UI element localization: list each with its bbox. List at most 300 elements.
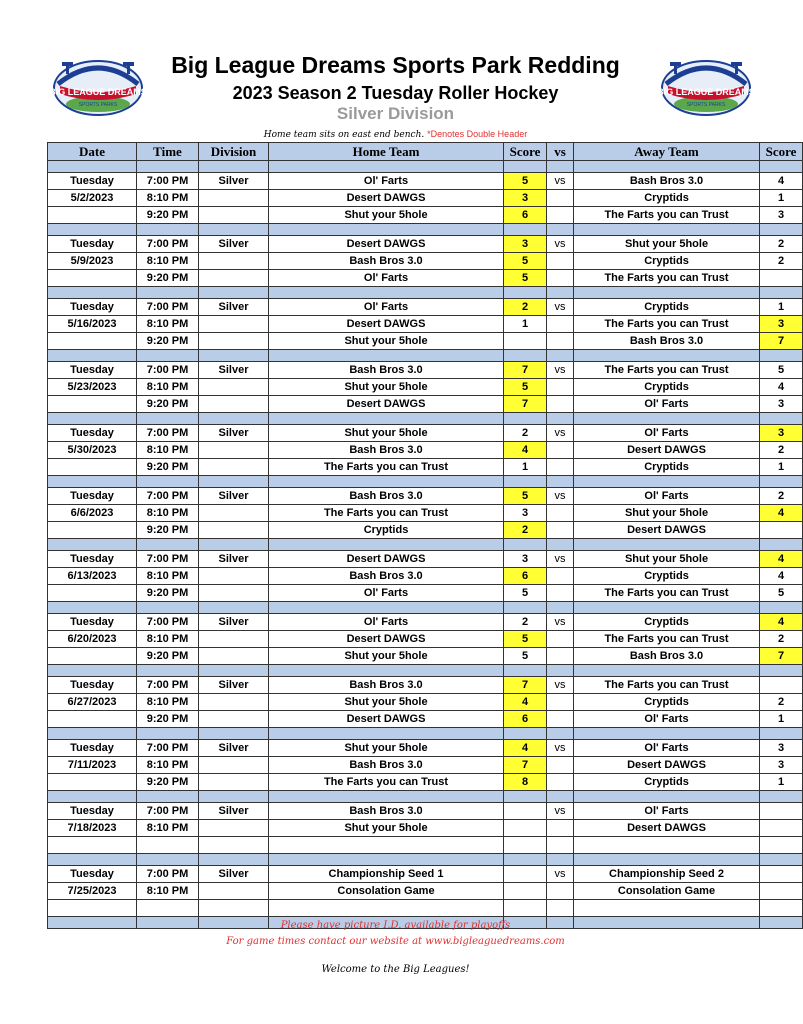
cell-vs: vs: [547, 551, 574, 568]
cell-date: Tuesday: [48, 740, 137, 757]
cell-home-team: Ol' Farts: [269, 614, 504, 631]
cell-away-team: Desert DAWGS: [574, 820, 760, 837]
cell-away-team: Cryptids: [574, 299, 760, 316]
cell-home-team: Bash Bros 3.0: [269, 568, 504, 585]
cell-division: [199, 505, 269, 522]
cell-away-team: [574, 837, 760, 854]
table-row: [48, 207, 803, 224]
separator-cell: [547, 224, 574, 236]
cell-away-score: 3: [760, 207, 803, 224]
cell-date: Tuesday: [48, 551, 137, 568]
cell-time: 9:20 PM: [137, 585, 199, 602]
cell-away-score: 2: [760, 253, 803, 270]
cell-home-team: Bash Bros 3.0: [269, 442, 504, 459]
table-row: [48, 316, 803, 333]
cell-date: 7/18/2023: [48, 820, 137, 837]
cell-time: 7:00 PM: [137, 299, 199, 316]
cell-home-score: 5: [504, 173, 547, 190]
cell-date: 5/2/2023: [48, 190, 137, 207]
cell-home-team: Bash Bros 3.0: [269, 803, 504, 820]
separator-cell: [199, 728, 269, 740]
cell-home-team: [269, 900, 504, 917]
separator-cell: [574, 665, 760, 677]
cell-home-team: Ol' Farts: [269, 585, 504, 602]
cell-division: [199, 648, 269, 665]
schedule-note: [0, 129, 791, 140]
cell-time: 8:10 PM: [137, 505, 199, 522]
cell-vs: [547, 774, 574, 791]
separator-cell: [199, 161, 269, 173]
separator-cell: [48, 539, 137, 551]
cell-time: 8:10 PM: [137, 190, 199, 207]
separator-cell: [504, 539, 547, 551]
cell-division: Silver: [199, 362, 269, 379]
table-row: [48, 379, 803, 396]
separator-cell: [574, 161, 760, 173]
cell-division: [199, 883, 269, 900]
cell-vs: vs: [547, 236, 574, 253]
cell-vs: [547, 396, 574, 413]
cell-date: 5/16/2023: [48, 316, 137, 333]
week-separator: [48, 413, 803, 425]
table-row: [48, 270, 803, 287]
cell-home-score: 4: [504, 694, 547, 711]
cell-division: [199, 900, 269, 917]
cell-vs: vs: [547, 614, 574, 631]
table-row: [48, 459, 803, 476]
cell-home-score: 3: [504, 551, 547, 568]
cell-home-team: The Farts you can Trust: [269, 459, 504, 476]
separator-cell: [269, 413, 504, 425]
separator-cell: [48, 287, 137, 299]
table-row: [48, 333, 803, 350]
cell-away-team: Ol' Farts: [574, 488, 760, 505]
separator-cell: [547, 287, 574, 299]
separator-cell: [504, 161, 547, 173]
separator-cell: [137, 476, 199, 488]
separator-cell: [547, 665, 574, 677]
cell-home-team: The Farts you can Trust: [269, 774, 504, 791]
cell-time: 8:10 PM: [137, 379, 199, 396]
cell-home-team: The Farts you can Trust: [269, 505, 504, 522]
cell-away-team: Consolation Game: [574, 883, 760, 900]
separator-cell: [199, 413, 269, 425]
separator-cell: [269, 791, 504, 803]
cell-home-team: Shut your 5hole: [269, 740, 504, 757]
cell-date: 5/9/2023: [48, 253, 137, 270]
cell-home-score: [504, 900, 547, 917]
table-row: [48, 900, 803, 917]
cell-date: [48, 207, 137, 224]
cell-date: 7/25/2023: [48, 883, 137, 900]
cell-division: [199, 568, 269, 585]
cell-division: Silver: [199, 236, 269, 253]
cell-away-score: [760, 677, 803, 694]
separator-cell: [48, 413, 137, 425]
separator-cell: [137, 287, 199, 299]
cell-home-team: Shut your 5hole: [269, 379, 504, 396]
cell-division: [199, 631, 269, 648]
cell-vs: [547, 459, 574, 476]
cell-date: [48, 837, 137, 854]
table-row: [48, 299, 803, 316]
table-row: [48, 866, 803, 883]
cell-division: [199, 190, 269, 207]
schedule-body: [48, 161, 803, 929]
separator-cell: [48, 602, 137, 614]
separator-cell: [547, 854, 574, 866]
table-row: [48, 757, 803, 774]
separator-cell: [269, 224, 504, 236]
cell-division: [199, 270, 269, 287]
cell-time: 8:10 PM: [137, 316, 199, 333]
separator-cell: [760, 665, 803, 677]
cell-home-team: Desert DAWGS: [269, 631, 504, 648]
separator-cell: [269, 665, 504, 677]
cell-vs: [547, 190, 574, 207]
cell-date: [48, 270, 137, 287]
cell-away-score: 1: [760, 299, 803, 316]
separator-cell: [504, 791, 547, 803]
cell-away-team: Ol' Farts: [574, 396, 760, 413]
cell-division: Silver: [199, 614, 269, 631]
cell-home-score: 5: [504, 488, 547, 505]
cell-division: [199, 442, 269, 459]
cell-away-score: 2: [760, 236, 803, 253]
cell-home-team: Shut your 5hole: [269, 820, 504, 837]
table-row: [48, 614, 803, 631]
cell-division: [199, 459, 269, 476]
cell-vs: vs: [547, 173, 574, 190]
cell-away-score: [760, 837, 803, 854]
cell-vs: vs: [547, 677, 574, 694]
separator-cell: [574, 476, 760, 488]
cell-date: 5/30/2023: [48, 442, 137, 459]
cell-division: Silver: [199, 866, 269, 883]
separator-cell: [269, 161, 504, 173]
separator-cell: [574, 224, 760, 236]
separator-cell: [48, 224, 137, 236]
cell-home-score: 7: [504, 677, 547, 694]
week-separator: [48, 161, 803, 173]
separator-cell: [504, 854, 547, 866]
cell-home-score: 4: [504, 442, 547, 459]
cell-home-score: 2: [504, 425, 547, 442]
cell-away-score: 1: [760, 774, 803, 791]
separator-cell: [547, 791, 574, 803]
cell-home-score: 5: [504, 379, 547, 396]
cell-vs: [547, 631, 574, 648]
cell-away-team: Ol' Farts: [574, 740, 760, 757]
cell-away-score: 4: [760, 505, 803, 522]
separator-cell: [137, 350, 199, 362]
cell-date: Tuesday: [48, 866, 137, 883]
cell-time: 7:00 PM: [137, 425, 199, 442]
cell-time: 8:10 PM: [137, 442, 199, 459]
cell-time: 7:00 PM: [137, 488, 199, 505]
cell-away-score: 1: [760, 711, 803, 728]
cell-time: 7:00 PM: [137, 362, 199, 379]
cell-away-score: 7: [760, 333, 803, 350]
cell-away-team: Cryptids: [574, 614, 760, 631]
svg-text:BIG LEAGUE DREAMS: BIG LEAGUE DREAMS: [49, 87, 147, 97]
cell-vs: vs: [547, 299, 574, 316]
table-row: [48, 774, 803, 791]
cell-away-team: Desert DAWGS: [574, 757, 760, 774]
separator-cell: [760, 161, 803, 173]
cell-home-team: Shut your 5hole: [269, 648, 504, 665]
cell-vs: [547, 757, 574, 774]
cell-division: [199, 379, 269, 396]
cell-away-team: Shut your 5hole: [574, 551, 760, 568]
cell-away-team: Bash Bros 3.0: [574, 173, 760, 190]
cell-date: 6/13/2023: [48, 568, 137, 585]
separator-cell: [269, 602, 504, 614]
cell-home-score: 7: [504, 757, 547, 774]
cell-date: Tuesday: [48, 362, 137, 379]
cell-date: [48, 900, 137, 917]
cell-time: 7:00 PM: [137, 677, 199, 694]
cell-home-score: [504, 803, 547, 820]
separator-cell: [504, 602, 547, 614]
separator-cell: [199, 665, 269, 677]
cell-time: 9:20 PM: [137, 396, 199, 413]
cell-date: Tuesday: [48, 488, 137, 505]
cell-home-score: [504, 883, 547, 900]
cell-date: 6/6/2023: [48, 505, 137, 522]
table-row: [48, 883, 803, 900]
cell-home-team: Bash Bros 3.0: [269, 362, 504, 379]
cell-division: [199, 757, 269, 774]
cell-date: Tuesday: [48, 425, 137, 442]
separator-cell: [760, 224, 803, 236]
table-row: [48, 711, 803, 728]
cell-division: Silver: [199, 488, 269, 505]
cell-time: 9:20 PM: [137, 459, 199, 476]
cell-away-team: Ol' Farts: [574, 425, 760, 442]
cell-home-team: Bash Bros 3.0: [269, 757, 504, 774]
cell-home-score: 2: [504, 614, 547, 631]
cell-away-score: 2: [760, 631, 803, 648]
cell-away-score: 4: [760, 379, 803, 396]
separator-cell: [574, 728, 760, 740]
table-row: [48, 505, 803, 522]
cell-home-score: 5: [504, 253, 547, 270]
cell-division: Silver: [199, 677, 269, 694]
separator-cell: [137, 539, 199, 551]
cell-home-team: Shut your 5hole: [269, 694, 504, 711]
cell-away-score: [760, 270, 803, 287]
cell-away-score: [760, 820, 803, 837]
cell-home-score: 3: [504, 505, 547, 522]
cell-date: 6/27/2023: [48, 694, 137, 711]
table-row: [48, 837, 803, 854]
separator-cell: [547, 350, 574, 362]
cell-date: [48, 648, 137, 665]
col-division-header: Division: [199, 143, 269, 161]
week-separator: [48, 602, 803, 614]
cell-away-team: The Farts you can Trust: [574, 270, 760, 287]
cell-date: [48, 711, 137, 728]
separator-cell: [547, 539, 574, 551]
table-row: [48, 551, 803, 568]
separator-cell: [199, 224, 269, 236]
separator-cell: [760, 350, 803, 362]
division-heading: Silver Division: [336, 104, 455, 123]
cell-vs: vs: [547, 362, 574, 379]
cell-home-score: 5: [504, 648, 547, 665]
cell-away-score: 3: [760, 740, 803, 757]
cell-away-team: Shut your 5hole: [574, 505, 760, 522]
cell-division: [199, 820, 269, 837]
cell-date: [48, 774, 137, 791]
cell-vs: vs: [547, 488, 574, 505]
cell-vs: [547, 711, 574, 728]
separator-cell: [269, 854, 504, 866]
week-separator: [48, 287, 803, 299]
cell-away-team: Desert DAWGS: [574, 522, 760, 539]
cell-away-team: Cryptids: [574, 379, 760, 396]
separator-cell: [574, 413, 760, 425]
cell-date: [48, 333, 137, 350]
cell-home-team: Ol' Farts: [269, 270, 504, 287]
separator-cell: [199, 791, 269, 803]
cell-time: 8:10 PM: [137, 694, 199, 711]
cell-time: 9:20 PM: [137, 333, 199, 350]
cell-division: [199, 711, 269, 728]
cell-home-score: 5: [504, 270, 547, 287]
cell-away-team: Shut your 5hole: [574, 236, 760, 253]
cell-home-score: 8: [504, 774, 547, 791]
cell-vs: vs: [547, 803, 574, 820]
table-row: [48, 190, 803, 207]
cell-vs: [547, 270, 574, 287]
cell-date: Tuesday: [48, 677, 137, 694]
cell-away-score: 5: [760, 362, 803, 379]
cell-home-team: Shut your 5hole: [269, 425, 504, 442]
week-separator: [48, 476, 803, 488]
cell-home-score: 6: [504, 568, 547, 585]
cell-home-score: [504, 333, 547, 350]
cell-away-score: [760, 866, 803, 883]
cell-time: 7:00 PM: [137, 236, 199, 253]
separator-cell: [48, 476, 137, 488]
cell-division: Silver: [199, 803, 269, 820]
col-away-score-header: Score: [760, 143, 803, 161]
week-separator: [48, 665, 803, 677]
cell-division: Silver: [199, 425, 269, 442]
cell-home-team: Ol' Farts: [269, 173, 504, 190]
separator-cell: [137, 602, 199, 614]
cell-home-team: Shut your 5hole: [269, 207, 504, 224]
cell-date: 7/11/2023: [48, 757, 137, 774]
separator-cell: [574, 602, 760, 614]
cell-away-team: Cryptids: [574, 694, 760, 711]
separator-cell: [137, 413, 199, 425]
separator-cell: [504, 287, 547, 299]
table-row: [48, 803, 803, 820]
cell-home-score: 5: [504, 631, 547, 648]
cell-vs: [547, 837, 574, 854]
separator-cell: [504, 350, 547, 362]
separator-cell: [199, 539, 269, 551]
cell-away-score: 3: [760, 316, 803, 333]
separator-cell: [504, 728, 547, 740]
table-row: [48, 236, 803, 253]
cell-home-score: 2: [504, 299, 547, 316]
cell-home-score: 1: [504, 459, 547, 476]
table-row: [48, 362, 803, 379]
cell-time: 8:10 PM: [137, 253, 199, 270]
separator-cell: [269, 476, 504, 488]
table-row: [48, 740, 803, 757]
cell-time: 7:00 PM: [137, 551, 199, 568]
separator-cell: [137, 224, 199, 236]
cell-away-score: 3: [760, 425, 803, 442]
cell-home-team: Consolation Game: [269, 883, 504, 900]
cell-division: Silver: [199, 299, 269, 316]
cell-away-team: [574, 900, 760, 917]
cell-home-score: 6: [504, 711, 547, 728]
separator-cell: [137, 728, 199, 740]
cell-time: 8:10 PM: [137, 568, 199, 585]
cell-time: 7:00 PM: [137, 173, 199, 190]
cell-home-team: Bash Bros 3.0: [269, 677, 504, 694]
cell-home-score: 4: [504, 740, 547, 757]
cell-vs: [547, 379, 574, 396]
separator-cell: [504, 224, 547, 236]
cell-time: 7:00 PM: [137, 614, 199, 631]
svg-text:SPORTS PARKS: SPORTS PARKS: [78, 102, 118, 108]
cell-away-team: Ol' Farts: [574, 711, 760, 728]
col-away-team-header: Away Team: [574, 143, 760, 161]
cell-away-score: 4: [760, 551, 803, 568]
cell-away-team: The Farts you can Trust: [574, 585, 760, 602]
cell-vs: [547, 694, 574, 711]
cell-away-team: The Farts you can Trust: [574, 316, 760, 333]
cell-away-score: 3: [760, 757, 803, 774]
separator-cell: [269, 539, 504, 551]
cell-home-team: Desert DAWGS: [269, 236, 504, 253]
cell-home-score: 3: [504, 236, 547, 253]
week-separator: [48, 539, 803, 551]
cell-vs: vs: [547, 866, 574, 883]
cell-home-team: Bash Bros 3.0: [269, 488, 504, 505]
cell-vs: [547, 207, 574, 224]
cell-time: 7:00 PM: [137, 866, 199, 883]
separator-cell: [48, 728, 137, 740]
cell-away-team: Bash Bros 3.0: [574, 333, 760, 350]
separator-cell: [48, 350, 137, 362]
cell-division: [199, 585, 269, 602]
cell-away-score: 3: [760, 396, 803, 413]
table-row: [48, 396, 803, 413]
cell-home-score: 6: [504, 207, 547, 224]
cell-date: Tuesday: [48, 173, 137, 190]
separator-cell: [48, 791, 137, 803]
cell-division: [199, 837, 269, 854]
cell-time: 7:00 PM: [137, 740, 199, 757]
cell-division: Silver: [199, 551, 269, 568]
table-row: [48, 442, 803, 459]
cell-date: 5/23/2023: [48, 379, 137, 396]
col-time-header: Time: [137, 143, 199, 161]
cell-vs: [547, 648, 574, 665]
cell-home-team: Championship Seed 1: [269, 866, 504, 883]
cell-division: [199, 694, 269, 711]
page-title: Big League Dreams Sports Park Redding: [171, 52, 620, 78]
cell-away-team: Cryptids: [574, 774, 760, 791]
